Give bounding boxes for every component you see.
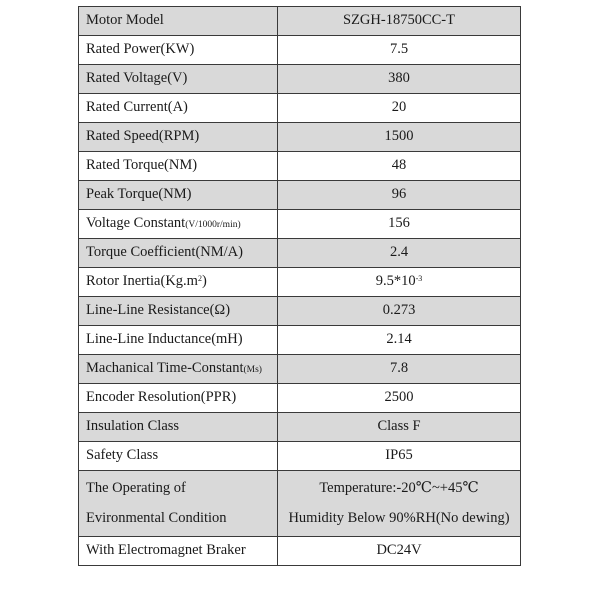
- label-superscript: 2: [197, 274, 202, 284]
- table-row: [79, 384, 521, 413]
- label-unit: (Ms): [243, 365, 262, 376]
- table-row: [79, 442, 521, 471]
- value-text: 9.5*10: [375, 273, 416, 290]
- row-label: Line-Line Resistance(Ω): [79, 297, 278, 326]
- table-row: [79, 326, 521, 355]
- row-label: Motor Model: [79, 7, 278, 36]
- row-value: SZGH-18750CC-T: [278, 7, 521, 36]
- table-row: [79, 268, 521, 297]
- table-row: [79, 355, 521, 384]
- row-value: [278, 268, 521, 297]
- row-value: 7.5: [278, 36, 521, 65]
- row-value: 156: [278, 210, 521, 239]
- row-value: 2.14: [278, 326, 521, 355]
- label-tail: ): [201, 273, 207, 290]
- row-label: Encoder Resolution(PPR): [79, 384, 278, 413]
- value-line: Temperature:-20℃~+45℃: [319, 479, 479, 496]
- row-label: Rated Torque(NM): [79, 152, 278, 181]
- row-value: DC24V: [278, 537, 521, 566]
- row-label: Insulation Class: [79, 413, 278, 442]
- row-value: 48: [278, 152, 521, 181]
- row-value: Class F: [278, 413, 521, 442]
- row-value: [278, 471, 521, 537]
- row-label: [79, 355, 278, 384]
- row-label: Rated Current(A): [79, 94, 278, 123]
- row-value: 96: [278, 181, 521, 210]
- table-row: [79, 471, 521, 537]
- row-value: 2.4: [278, 239, 521, 268]
- row-label: [79, 268, 278, 297]
- table-row: [79, 36, 521, 65]
- label-unit: (V/1000r/min): [185, 220, 241, 231]
- row-value: 2500: [278, 384, 521, 413]
- value-superscript: -3: [415, 274, 423, 284]
- table-row: [79, 297, 521, 326]
- row-label: Peak Torque(NM): [79, 181, 278, 210]
- table-row: [79, 65, 521, 94]
- row-value: 20: [278, 94, 521, 123]
- row-value: 380: [278, 65, 521, 94]
- label-text: Rotor Inertia(Kg.m: [86, 273, 198, 290]
- table-row: [79, 123, 521, 152]
- table-row: [79, 537, 521, 566]
- label-line: Evironmental Condition: [86, 509, 227, 526]
- row-label: Rated Power(KW): [79, 36, 278, 65]
- row-label: Safety Class: [79, 442, 278, 471]
- row-value: 1500: [278, 123, 521, 152]
- table-row: [79, 94, 521, 123]
- table-row: [79, 210, 521, 239]
- table-row: [79, 152, 521, 181]
- row-label: Torque Coefficient(NM/A): [79, 239, 278, 268]
- row-label: With Electromagnet Braker: [79, 537, 278, 566]
- row-value: 7.8: [278, 355, 521, 384]
- table-row: [79, 7, 521, 36]
- label-line: The Operating of: [86, 479, 186, 496]
- label-text: Machanical Time-Constant: [86, 360, 244, 377]
- row-label: [79, 471, 278, 537]
- table-row: [79, 239, 521, 268]
- table-row: [79, 413, 521, 442]
- motor-spec-table: [78, 6, 521, 566]
- table-row: [79, 181, 521, 210]
- row-value: IP65: [278, 442, 521, 471]
- row-label: [79, 210, 278, 239]
- row-label: Rated Voltage(V): [79, 65, 278, 94]
- label-text: Voltage Constant: [86, 215, 186, 232]
- row-value: 0.273: [278, 297, 521, 326]
- value-line: Humidity Below 90%RH(No dewing): [288, 509, 510, 526]
- row-label: Rated Speed(RPM): [79, 123, 278, 152]
- row-label: Line-Line Inductance(mH): [79, 326, 278, 355]
